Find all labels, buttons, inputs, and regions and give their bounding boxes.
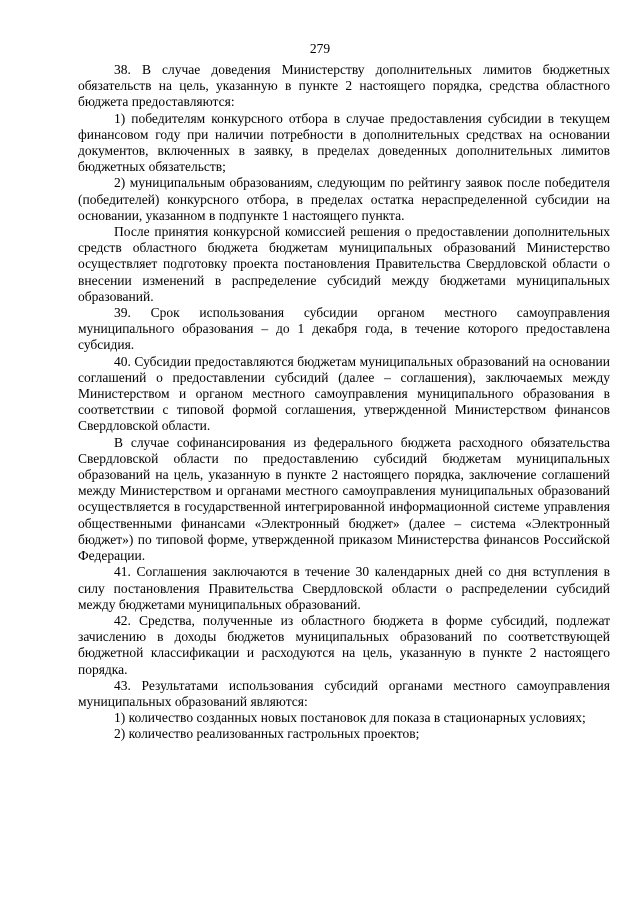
paragraph-40: 40. Субсидии предоставляются бюджетам муниципальных образований на основании соглашений о предоставлении субсидий (далее – соглашения), заключаемых между Министерством и органом местного самоуправления муниципального образования в соответствии с типовой формой соглашения, утвержденной Министерством финансов Свердловской области.: [78, 353, 610, 434]
paragraph-42: 42. Средства, полученные из областного бюджета в форме субсидий, подлежат зачислению в доходы бюджетов муниципальных образований по соответствующей бюджетной классификации и расходуются на цель, указанную в пункте 2 настоящего порядка.: [78, 612, 610, 677]
page-number: 279: [309, 41, 331, 56]
paragraph-41: 41. Соглашения заключаются в течение 30 календарных дней со дня вступления в силу постановления Правительства Свердловской области о распределении субсидий между бюджетами муниципальных образований.: [78, 564, 610, 612]
document-body: [78, 62, 610, 743]
paragraph-38-item-2: 2) муниципальным образованиям, следующим по рейтингу заявок после победителя (победителей) конкурсного отбора, в пределах остатка нераспределенной субсидии на основании, указанном в подпункте 1 настоящего пункта.: [78, 175, 610, 223]
paragraph-43-item-2: 2) количество реализованных гастрольных проектов;: [114, 726, 420, 742]
paragraph-38-item-1: 1) победителям конкурсного отбора в случае предоставления субсидии в текущем финансовом году при наличии потребности в дополнительных средствах на основании документов, включенных в заявку, в пределах доведенных дополнительных лимитов бюджетных обязательств;: [78, 110, 610, 175]
paragraph-38-continuation: После принятия конкурсной комиссией решения о предоставлении дополнительных средств областного бюджета бюджетам муниципальных образований Министерство осуществляет подготовку проекта постановления Правительства Свердловской области о внесении изменений в распределение субсидий между бюджетами муниципальных образований.: [78, 224, 610, 304]
paragraph-40-continuation: В случае софинансирования из федерального бюджета расходного обязательства Свердловской области по предоставлению субсидий бюджетам муниципальных образований на цель, указанную в пункте 2 настоящего порядка, заключение соглашений между Министерством и органами местного самоуправления муниципальных образований осуществляется в государственной интегрированной информационной системе управления общественными финансами «Электронный бюджет» (далее – система «Электронный бюджет») по типовой форме, утвержденной приказом Министерства финансов Российской Федерации.: [78, 434, 610, 564]
paragraph-43: 43. Результатами использования субсидий органами местного самоуправления муниципальных образований являются:: [78, 677, 610, 709]
paragraph-39: 39. Срок использования субсидии органом местного самоуправления муниципального образования – до 1 декабря года, в течение которого предоставлена субсидия.: [78, 305, 610, 353]
paragraph-38: 38. В случае доведения Министерству дополнительных лимитов бюджетных обязательств на цель, указанную в пункте 2 настоящего порядка, средства областного бюджета предоставляются:: [78, 62, 610, 110]
paragraph-43-item-1: 1) количество созданных новых постановок для показа в стационарных условиях;: [114, 710, 586, 726]
